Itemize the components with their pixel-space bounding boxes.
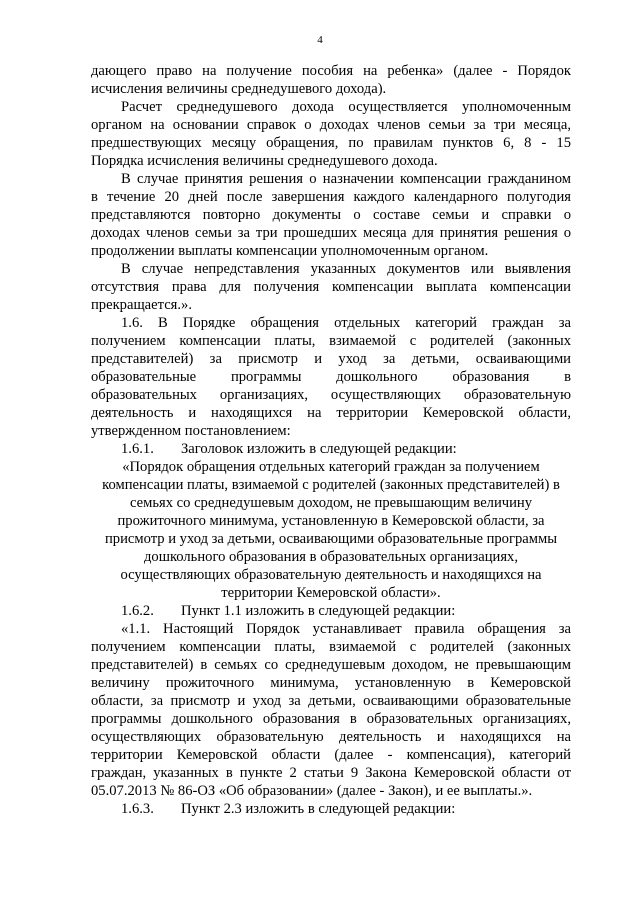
text-line: представляются повторно документы о составе семьи и справки о (91, 207, 571, 223)
text-line: дающего право на получение пособия на ребенка» (далее - Порядок (91, 63, 571, 79)
text-line: присмотр и уход за детьми, осваивающими образовательные программы (104, 531, 558, 547)
text-line: получением компенсации платы, взимаемой с родителей (законных (91, 333, 571, 349)
text-line: территории Кемеровской области». (221, 585, 441, 601)
text-line: продолжении выплаты компенсации уполномоченным органом. (91, 243, 489, 259)
text-line: 1.6. В Порядке обращения отдельных категорий граждан за (121, 315, 571, 331)
text-line: исчисления величины среднедушевого дохода). (91, 81, 387, 97)
item-text: Заголовок изложить в следующей редакции: (181, 441, 457, 457)
text-line: дошкольного образования в образовательных организациях, (143, 549, 518, 565)
text-line: отсутствия права для получения компенсации выплата компенсации (91, 279, 571, 295)
text-line: представителей) в семьях со среднедушевым доходом, не превышающим (91, 657, 571, 673)
text-line: в течение 20 дней после завершения каждого календарного полугодия (91, 189, 571, 205)
item-number: 1.6.2. (121, 603, 154, 619)
text-line: В случае непредставления указанных документов или выявления (121, 261, 571, 277)
item-text: Пункт 2.3 изложить в следующей редакции: (181, 801, 456, 817)
item-text: Пункт 1.1 изложить в следующей редакции: (181, 603, 456, 619)
item-line (121, 440, 571, 458)
page-number: 4 (317, 34, 323, 46)
text-line: «Порядок обращения отдельных категорий граждан за получением (122, 459, 540, 475)
text-line: прожиточного минимума, установленную в Кемеровской области, за (117, 513, 545, 529)
text-line: образовательных организациях, осуществляющих образовательную (91, 387, 571, 403)
text-line: образовательные программы дошкольного образования в (91, 369, 571, 385)
text-line: компенсации платы, взимаемой с родителей (законных представителей) в (102, 477, 560, 493)
text-line: деятельность и находящихся на территории Кемеровской области, (91, 405, 571, 421)
text-line: получением компенсации платы, взимаемой с родителей (законных (91, 639, 571, 655)
item-line (121, 800, 571, 818)
text-line: органом на основании справок о доходах членов семьи за три месяца, (91, 117, 571, 133)
item-number: 1.6.3. (121, 801, 154, 817)
text-line: утвержденном постановлением: (91, 423, 291, 439)
text-line: семьях со среднедушевым доходом, не превышающим величину (129, 495, 533, 511)
text-line: осуществляющих образовательную деятельность и находящихся на (91, 729, 571, 745)
text-line: Расчет среднедушевого дохода осуществляется уполномоченным (121, 99, 571, 115)
text-line: 05.07.2013 № 86-ОЗ «Об образовании» (далее - Закон), и ее выплаты.». (91, 783, 533, 799)
text-line: программы дошкольного образования в образовательных организациях, (91, 711, 571, 727)
text-line: области, за присмотр и уход за детьми, осваивающими образовательные (91, 693, 571, 709)
text-line: представителей) за присмотр и уход за детьми, осваивающими (91, 351, 571, 367)
text-line: доходах членов семьи за три прошедших месяца для принятия решения о (91, 225, 571, 241)
text-line: прекращается.». (91, 297, 192, 313)
text-line: В случае принятия решения о назначении компенсации гражданином (121, 171, 571, 187)
item-number: 1.6.1. (121, 441, 154, 457)
text-line: Порядка исчисления величины среднедушевого дохода. (91, 153, 438, 169)
text-line: предшествующих месяцу обращения, по правилам пунктов 6, 8 - 15 (91, 135, 571, 151)
text-line: территории Кемеровской области (далее - компенсация), категорий (91, 747, 571, 763)
text-line: осуществляющих образовательную деятельность и находящихся на (120, 567, 542, 583)
text-line: величину прожиточного минимума, установленную в Кемеровской (91, 675, 571, 691)
item-line (121, 602, 571, 620)
text-line: граждан, указанных в пункте 2 статьи 9 Закона Кемеровской области от (91, 765, 571, 781)
text-line: «1.1. Настоящий Порядок устанавливает правила обращения за (121, 621, 571, 637)
